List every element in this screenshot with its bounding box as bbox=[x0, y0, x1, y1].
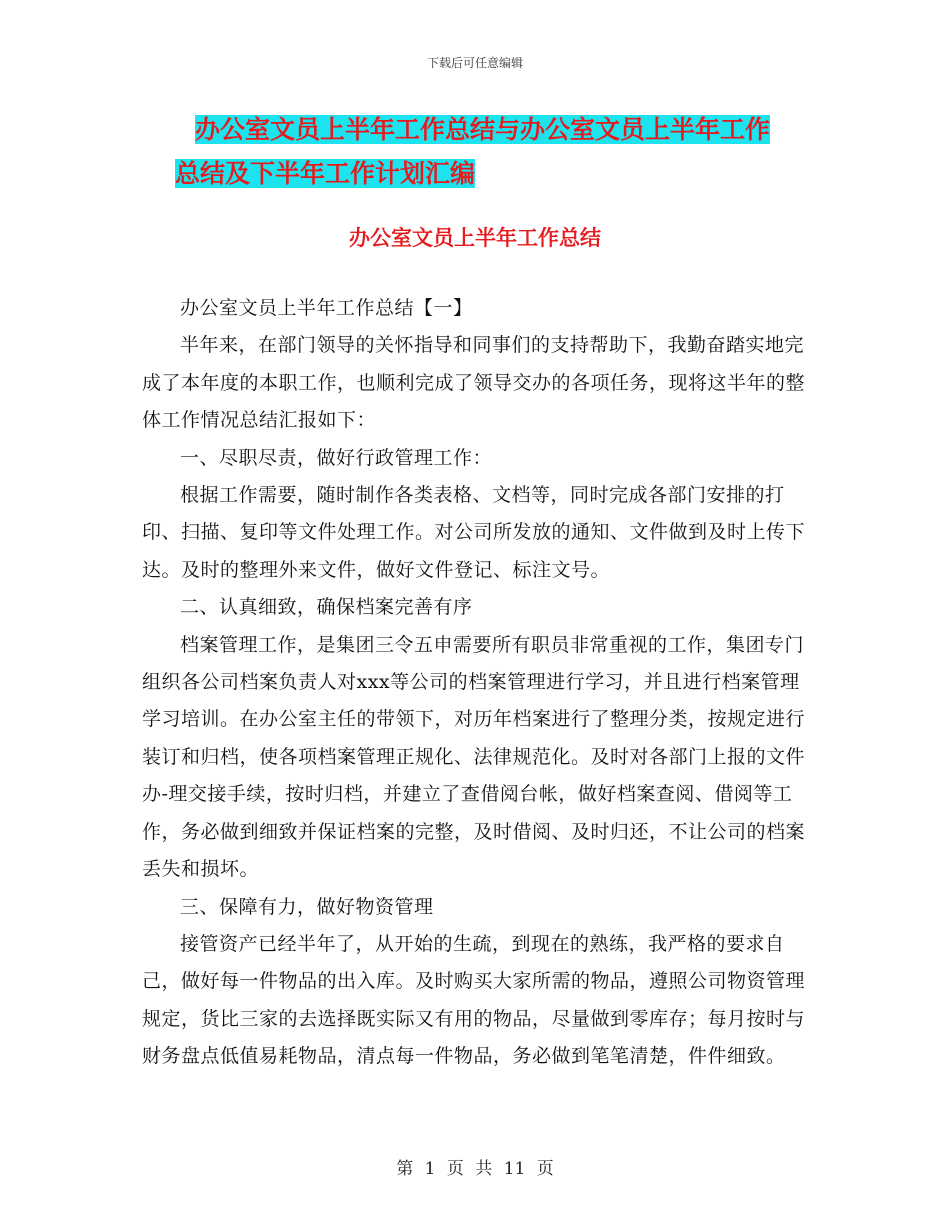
paragraph-supplies: 接管资产已经半年了，从开始的生疏，到现在的熟练，我严格的要求自己，做好每一件物品的出入库。及时购买大家所需的物品，遵照公司物资管理规定，货比三家的去选择既实际又有用的物品，尽量做到零库存；每月按时与财务盘点低值易耗物品，清点每一件物品，务必做到笔笔清楚，件件细致。 bbox=[142, 932, 806, 1068]
paragraph-archives: 档案管理工作，是集团三令五申需要所有职员非常重视的工作，集团专门组织各公司档案负责人对xxx等公司的档案管理进行学习，并且进行档案管理学习培训。在办公室主任的带领下，对历年档案进行了整理分类，按规定进行装订和归档，使各项档案管理正规化、法律规范化。及时对各部门上报的文件办-理交接手续，按时归档，并建立了查借阅台帐，做好档案查阅、借阅等工作，务必做到细致并保证档案的完整，及时借阅、及时归还，不让公司的档案丢失和损坏。 bbox=[142, 633, 806, 881]
document-title bbox=[140, 108, 810, 196]
subheading-supplies: 三、保障有力，做好物资管理 bbox=[180, 895, 434, 918]
page-header-note: 下载后可任意编辑 bbox=[426, 56, 523, 70]
paragraph-admin: 根据工作需要，随时制作各类表格、文档等，同时完成各部门安排的打印、扫描、复印等文件处理工作。对公司所发放的通知、文件做到及时上传下达。及时的整理外来文件，做好文件登记、标注文号。 bbox=[142, 484, 806, 581]
subheading-archives: 二、认真细致，确保档案完善有序 bbox=[180, 596, 473, 619]
paragraph-intro: 半年来，在部门领导的关怀指导和同事们的支持帮助下，我勤奋踏实地完成了本年度的本职工作，也顺利完成了领导交办的各项任务，现将这半年的整体工作情况总结汇报如下： bbox=[142, 334, 806, 432]
paragraph-heading-1: 办公室文员上半年工作总结【一】 bbox=[180, 297, 473, 319]
document-body bbox=[142, 290, 807, 1076]
page-number-footer: 第 1 页 共 11 页 bbox=[396, 1159, 554, 1179]
subheading-admin: 一、尽职尽责，做好行政管理工作： bbox=[180, 446, 493, 469]
title-line-1: 办公室文员上半年工作总结与办公室文员上半年工作 bbox=[195, 115, 771, 144]
section-title: 办公室文员上半年工作总结 bbox=[349, 226, 601, 250]
title-line-2: 总结及下半年工作计划汇编 bbox=[175, 159, 476, 188]
